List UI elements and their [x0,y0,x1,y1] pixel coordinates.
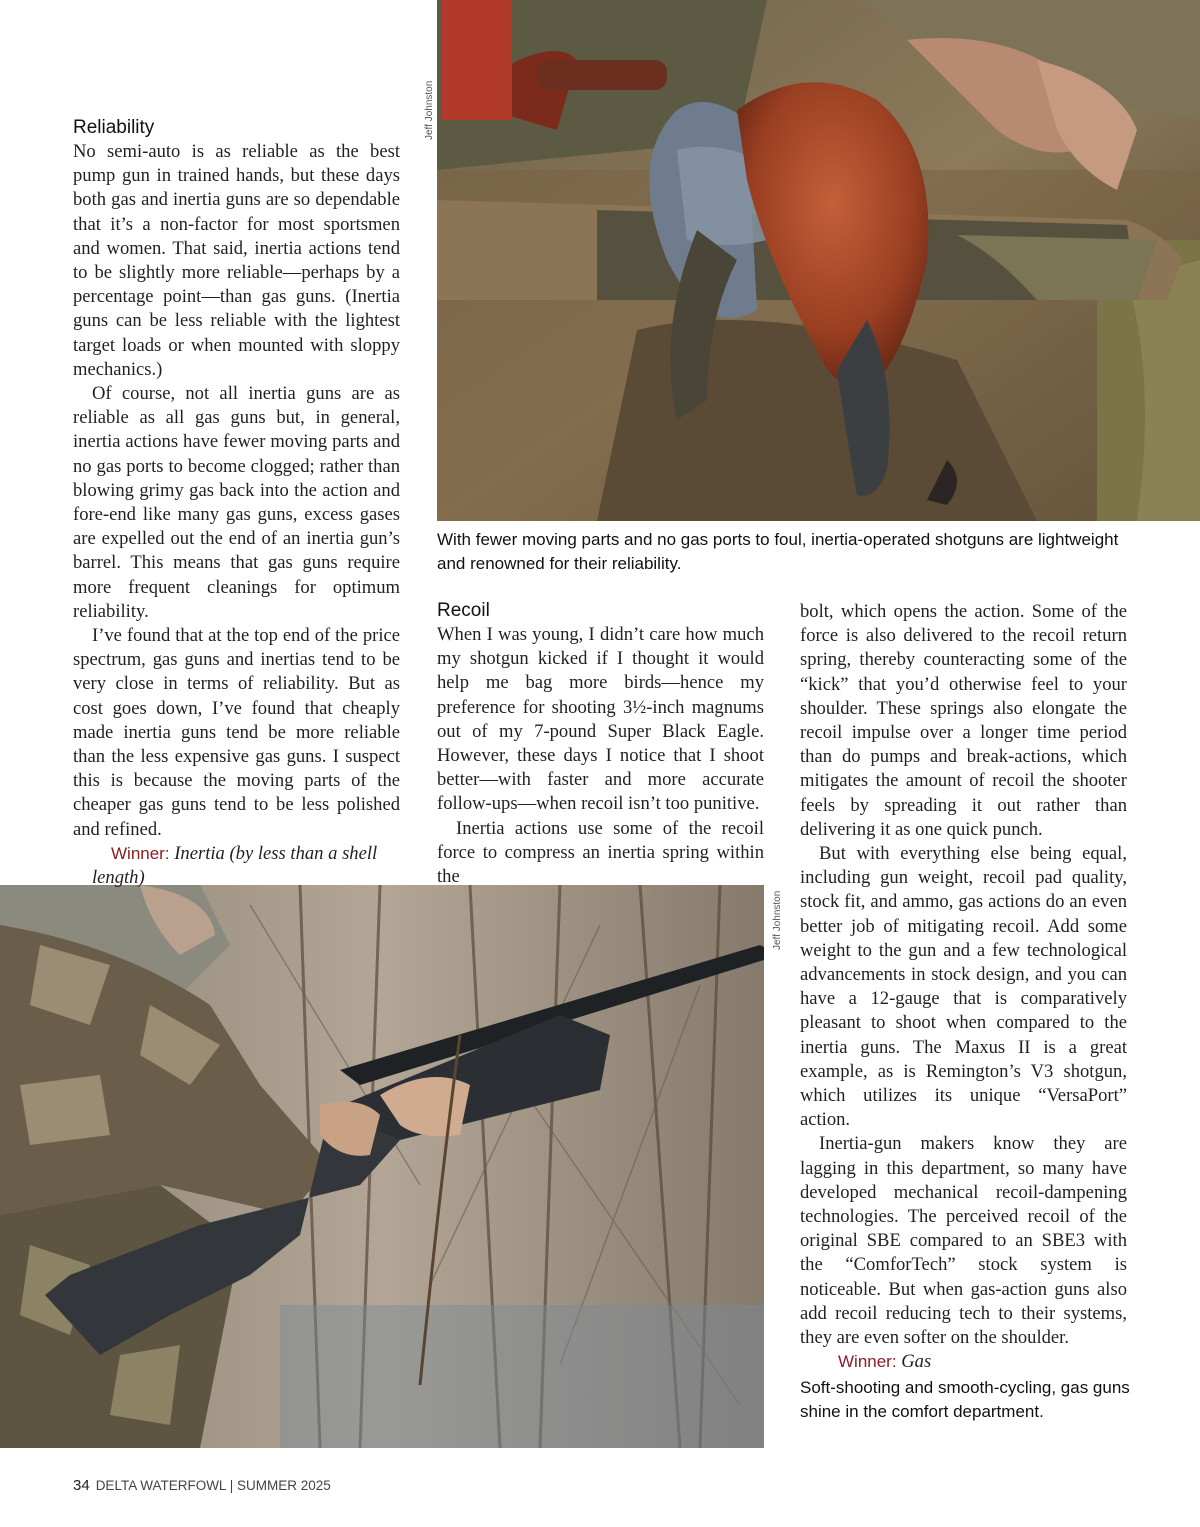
winner-value: Gas [901,1351,932,1373]
recoil-heading: Recoil [437,600,490,621]
recoil-paragraph: bolt, which opens the action. Some of the force is also delivered to the recoil return spring, thereby counteracting some of the “kick” that you’d otherwise feel to your shoulder. These springs also elongate the recoil impulse over a longer time period than do pumps and break-actions, which mitigates the amount of recoil the shooter feels by spreading it out rather than delivering it as one quick punch. [800,601,1127,840]
winner-value: Inertia (by less than a shell length) [92,842,378,889]
winner-label: Winner: [111,843,170,863]
issue-date: SUMMER 2025 [237,1478,331,1493]
page-number: 34 [73,1477,90,1494]
footer-separator: | [229,1478,234,1493]
reliability-paragraph: No semi-auto is as reliable as the best pump gun in trained hands, but these days both gas and inertia guns are so dependable that it’s a non-factor for most sportsmen and women. That said, inertia actions tend to be slightly more reliable—perhaps by a percentage point—than gas guns. (Inertia guns can be less reliable with the lightest target loads or when mounted with sloppy mechanics.) [73,141,400,380]
winner-label: Winner: [838,1352,897,1372]
reliability-paragraph: Of course, not all inertia guns are as reliable as all gas guns but, in general, inertia actions have fewer moving parts and no gas ports to become clogged; rather than blowing grimy gas back into the action and fore-end like many gas guns, excess gases are expelled out the end of an inertia gun’s barrel. This means that gas guns require more frequent cleanings for optimum reliability. [73,383,400,622]
bottom-photo-credit: Jeff Johnston [772,890,783,950]
bottom-photo-caption: Soft-shooting and smooth-cycling, gas guns shine in the comfort department. [800,1378,1130,1421]
recoil-paragraph: Inertia actions use some of the recoil force to compress an inertia spring within the [437,817,764,888]
recoil-paragraph: But with everything else being equal, including gun weight, recoil pad quality, stock fit, and ammo, gas actions do an even better job of mitigating recoil. Add some weight to the gun and a few technological advancements in stock design, and you can have a 12-gauge that is comparatively pleasant to shoot when compared to the inertia guns. The Maxus II is a great example, as is Remington’s V3 shotgun, which utilizes its unique “VersaPort” action. [800,843,1127,1131]
top-photo-credit: Jeff Johnston [424,80,435,140]
reliability-winner [73,842,400,890]
reliability-paragraph: I’ve found that at the top end of the price spectrum, gas guns and inertias tend to be very close in terms of reliability. But as cost goes down, I’ve found that cheaply made inertia guns tend be more reliable than the less expensive gas guns. I suspect this is because the moving parts of the cheaper gas guns tend to be less polished and refined. [73,625,400,840]
top-photo-caption: With fewer moving parts and no gas ports to foul, inertia-operated shotguns are lightweight and renowned for their reliability. [437,530,1119,573]
recoil-paragraph: Inertia-gun makers know they are lagging in this department, so many have developed mechanical recoil-dampening technologies. The perceived recoil of the original SBE compared to an SBE3 with the “ComforTech” stock system is noticeable. But when gas-action guns also add recoil reducing tech to their systems, they are even softer on the shoulder. [800,1133,1127,1349]
reliability-section [73,116,400,890]
recoil-continued [800,600,1127,1375]
recoil-paragraph: When I was young, I didn’t care how much my shotgun kicked if I thought it would help me bag more birds—hence my preference for shooting 3½-inch magnums out of my 7-pound Super Black Eagle. However, these days I notice that I shoot better—with faster and more accurate follow-ups—when recoil isn’t too punitive. [437,624,764,815]
recoil-section [437,599,764,889]
bottom-photo [0,885,764,1448]
top-photo [437,0,1200,521]
recoil-winner [800,1350,1127,1374]
page-footer [73,1477,331,1494]
reliability-heading: Reliability [73,117,155,138]
publication-name: DELTA WATERFOWL [95,1478,226,1493]
